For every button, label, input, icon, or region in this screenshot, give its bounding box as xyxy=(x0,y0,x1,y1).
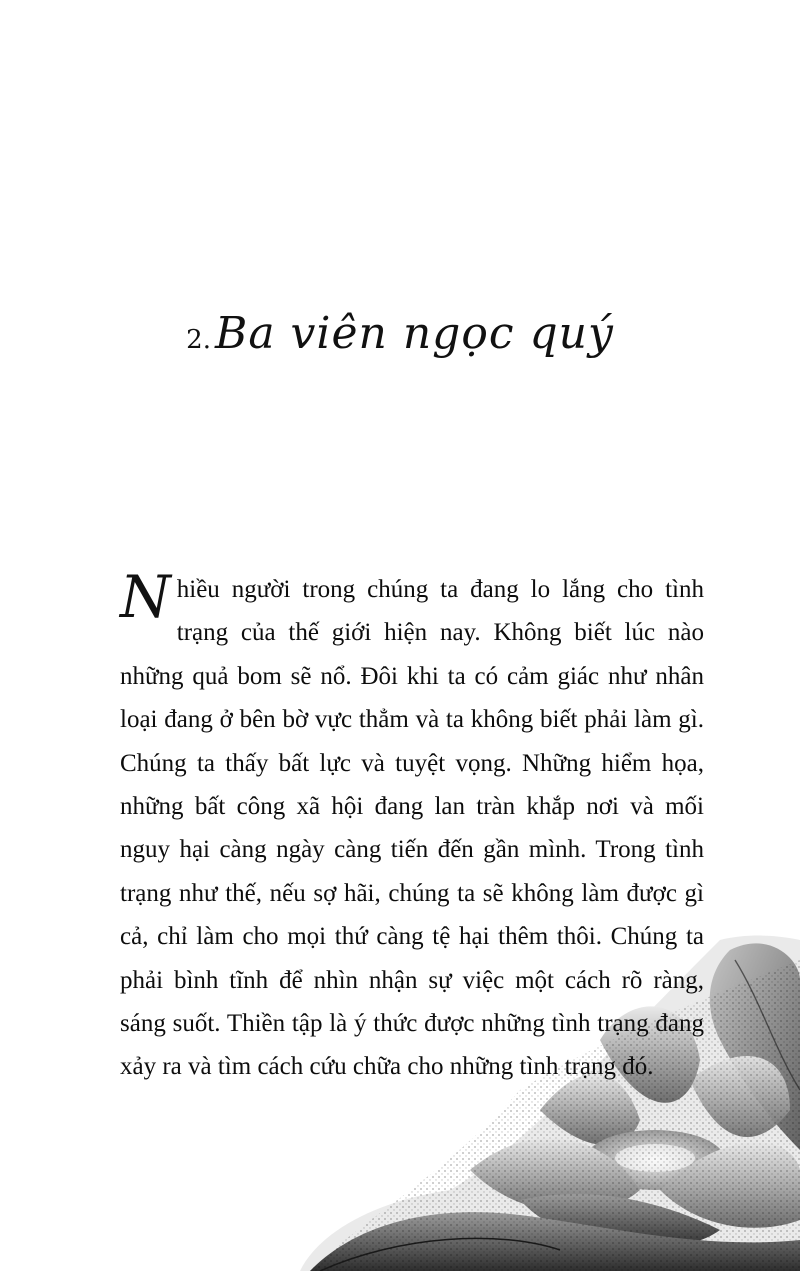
chapter-number: 2. xyxy=(186,325,211,355)
chapter-heading xyxy=(0,308,800,359)
body-paragraph-text: hiều người trong chúng ta đang lo lắng cho tình trạng của thế giới hiện nay. Không biết lúc nào những quả bom sẽ nổ. Đôi khi ta có cảm giác như nhân loại đang ở bên bờ vực thẳm và ta không biết phải làm gì. Chúng ta thấy bất lực và tuyệt vọng. Những hiểm họa, những bất công xã hội đang lan tràn khắp nơi và mối nguy hại càng ngày càng tiến đến gần mình. Trong tình trạng như thế, nếu sợ hãi, chúng ta sẽ không làm được gì cả, chỉ làm cho mọi thứ càng tệ hại thêm thôi. Chúng ta phải bình tĩnh để nhìn nhận sự việc một cách rõ ràng, sáng suốt. Thiền tập là ý thức được những tình trạng đang xảy ra và tìm cách cứu chữa cho những tình trạng đó. xyxy=(120,576,704,1081)
drop-cap: N xyxy=(120,563,171,631)
body-paragraph xyxy=(120,563,704,1089)
chapter-title: Ba viên ngọc quý xyxy=(214,308,614,359)
